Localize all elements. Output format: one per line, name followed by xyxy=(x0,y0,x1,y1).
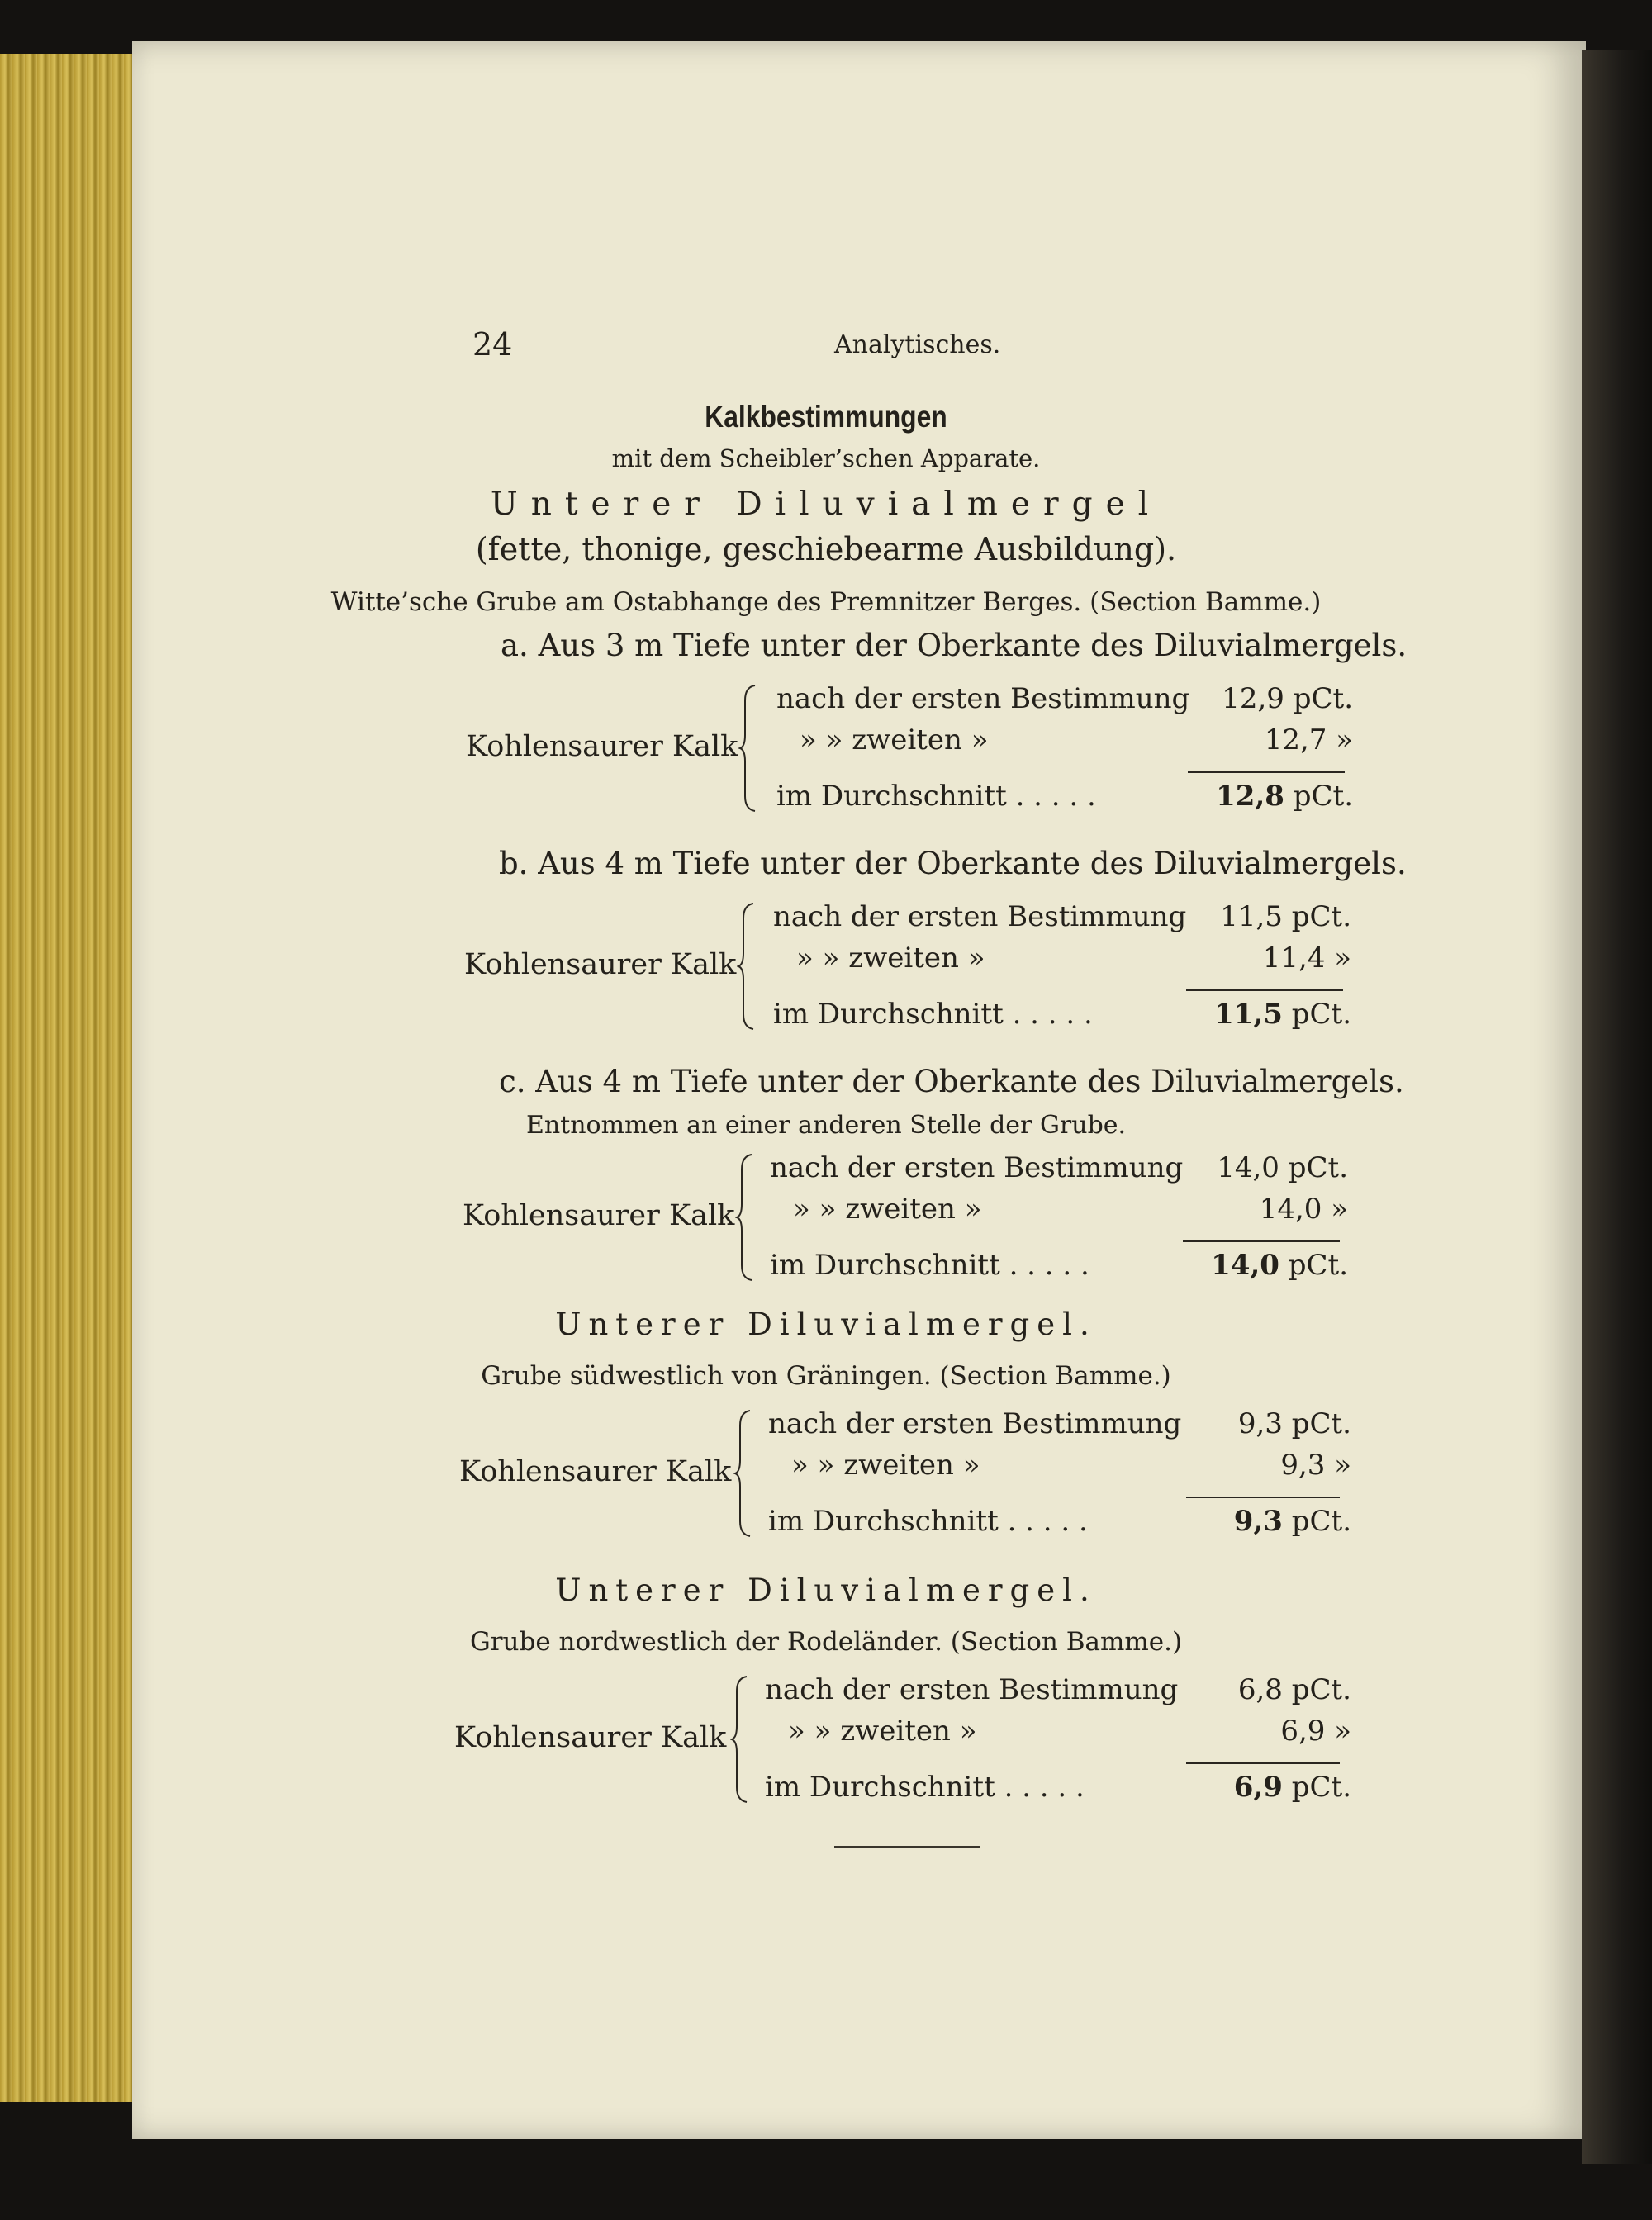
section-location: Witte’sche Grube am Ostabhange des Premnitzer Berges. (Section Bamme.) xyxy=(330,587,1322,617)
sample-a-label: Kohlensaurer Kalk xyxy=(466,730,738,763)
section-heading-description: (fette, thonige, geschiebearme Ausbildung). xyxy=(475,531,1177,567)
page-number: 24 xyxy=(472,326,513,363)
section-rodelaender-block xyxy=(454,1672,1446,1812)
sample-b-row-first: nach der ersten Bestimmung xyxy=(773,900,1187,933)
section-heading-graeningen: Unterer Diluvialmergel. xyxy=(555,1307,1097,1342)
end-rule xyxy=(834,1846,980,1848)
section-rodelaender-row-second: » » zweiten » xyxy=(788,1715,977,1748)
sample-b-block xyxy=(463,899,1454,1039)
sample-c-row-first: nach der ersten Bestimmung xyxy=(770,1151,1184,1184)
brace-icon xyxy=(738,684,758,813)
sum-rule xyxy=(1188,771,1345,773)
sample-b-value-first: 11,5 pCt. xyxy=(1220,900,1351,933)
sample-a-row-second: » » zweiten » xyxy=(800,723,989,757)
section-rodelaender-value-average: 6,9 pCt. xyxy=(1233,1771,1351,1804)
section-location-graeningen: Grube südwestlich von Gräningen. (Section Bamme.) xyxy=(481,1361,1171,1391)
sample-b-row-second: » » zweiten » xyxy=(796,942,985,975)
sample-a-value-second: 12,7 » xyxy=(1264,723,1353,757)
sample-b-value-average: 11,5 pCt. xyxy=(1214,998,1351,1031)
brace-icon xyxy=(737,902,757,1031)
section-graeningen-row-average: im Durchschnitt . . . . . xyxy=(768,1505,1088,1538)
book-gutter xyxy=(1582,50,1652,2164)
sample-b-label: Kohlensaurer Kalk xyxy=(464,948,737,981)
page-subtitle: mit dem Scheibler’schen Apparate. xyxy=(611,444,1041,472)
sample-b-line: b. Aus 4 m Tiefe unter der Oberkante des Diluvialmergels. xyxy=(499,846,1407,881)
section-graeningen-value-second: 9,3 » xyxy=(1280,1449,1351,1482)
sample-c-row-average: im Durchschnitt . . . . . xyxy=(770,1249,1089,1282)
sample-a-row-first: nach der ersten Bestimmung xyxy=(776,682,1190,715)
section-location-rodelaender: Grube nordwestlich der Rodeländer. (Section Bamme.) xyxy=(469,1627,1183,1657)
running-head: Analytisches. xyxy=(834,330,1001,359)
section-rodelaender-label: Kohlensaurer Kalk xyxy=(454,1721,727,1754)
section-graeningen-row-first: nach der ersten Bestimmung xyxy=(768,1407,1182,1440)
sample-c-label: Kohlensaurer Kalk xyxy=(463,1199,735,1232)
sample-c-block xyxy=(463,1150,1454,1290)
sample-a-value-first: 12,9 pCt. xyxy=(1222,682,1353,715)
sum-rule xyxy=(1186,1762,1340,1764)
sample-c-row-second: » » zweiten » xyxy=(793,1193,982,1226)
sample-a-row-average: im Durchschnitt . . . . . xyxy=(776,780,1096,813)
sample-a-line: a. Aus 3 m Tiefe unter der Oberkante des Diluvialmergels. xyxy=(501,628,1408,663)
sample-a-value-average: 12,8 pCt. xyxy=(1216,780,1353,813)
brace-icon xyxy=(733,1409,753,1538)
sample-c-note: Entnommen an einer anderen Stelle der Grube. xyxy=(525,1111,1127,1140)
sample-c-value-first: 14,0 pCt. xyxy=(1217,1151,1348,1184)
sample-b-row-average: im Durchschnitt . . . . . xyxy=(773,998,1093,1031)
section-graeningen-block xyxy=(459,1406,1450,1546)
section-heading-rodelaender: Unterer Diluvialmergel. xyxy=(555,1572,1097,1608)
sum-rule xyxy=(1186,989,1343,991)
section-graeningen-label: Kohlensaurer Kalk xyxy=(459,1455,732,1488)
brace-icon xyxy=(735,1153,755,1282)
brace-icon xyxy=(730,1675,750,1804)
sample-b-value-second: 11,4 » xyxy=(1262,942,1351,975)
sum-rule xyxy=(1186,1497,1340,1498)
section-rodelaender-value-second: 6,9 » xyxy=(1280,1715,1351,1748)
section-graeningen-value-first: 9,3 pCt. xyxy=(1237,1407,1351,1440)
section-rodelaender-value-first: 6,8 pCt. xyxy=(1237,1673,1351,1706)
section-graeningen-row-second: » » zweiten » xyxy=(791,1449,980,1482)
page-title: Kalkbestimmungen xyxy=(705,400,947,434)
section-heading-main: Unterer Diluvialmergel xyxy=(490,486,1162,523)
sample-c-line: c. Aus 4 m Tiefe unter der Oberkante des Diluvialmergels. xyxy=(499,1064,1404,1099)
sample-c-value-second: 14,0 » xyxy=(1259,1193,1348,1226)
sample-c-value-average: 14,0 pCt. xyxy=(1211,1249,1348,1282)
sample-a-block xyxy=(463,681,1454,821)
section-graeningen-value-average: 9,3 pCt. xyxy=(1233,1505,1351,1538)
sum-rule xyxy=(1183,1240,1340,1242)
section-rodelaender-row-first: nach der ersten Bestimmung xyxy=(765,1673,1179,1706)
section-rodelaender-row-average: im Durchschnitt . . . . . xyxy=(765,1771,1085,1804)
